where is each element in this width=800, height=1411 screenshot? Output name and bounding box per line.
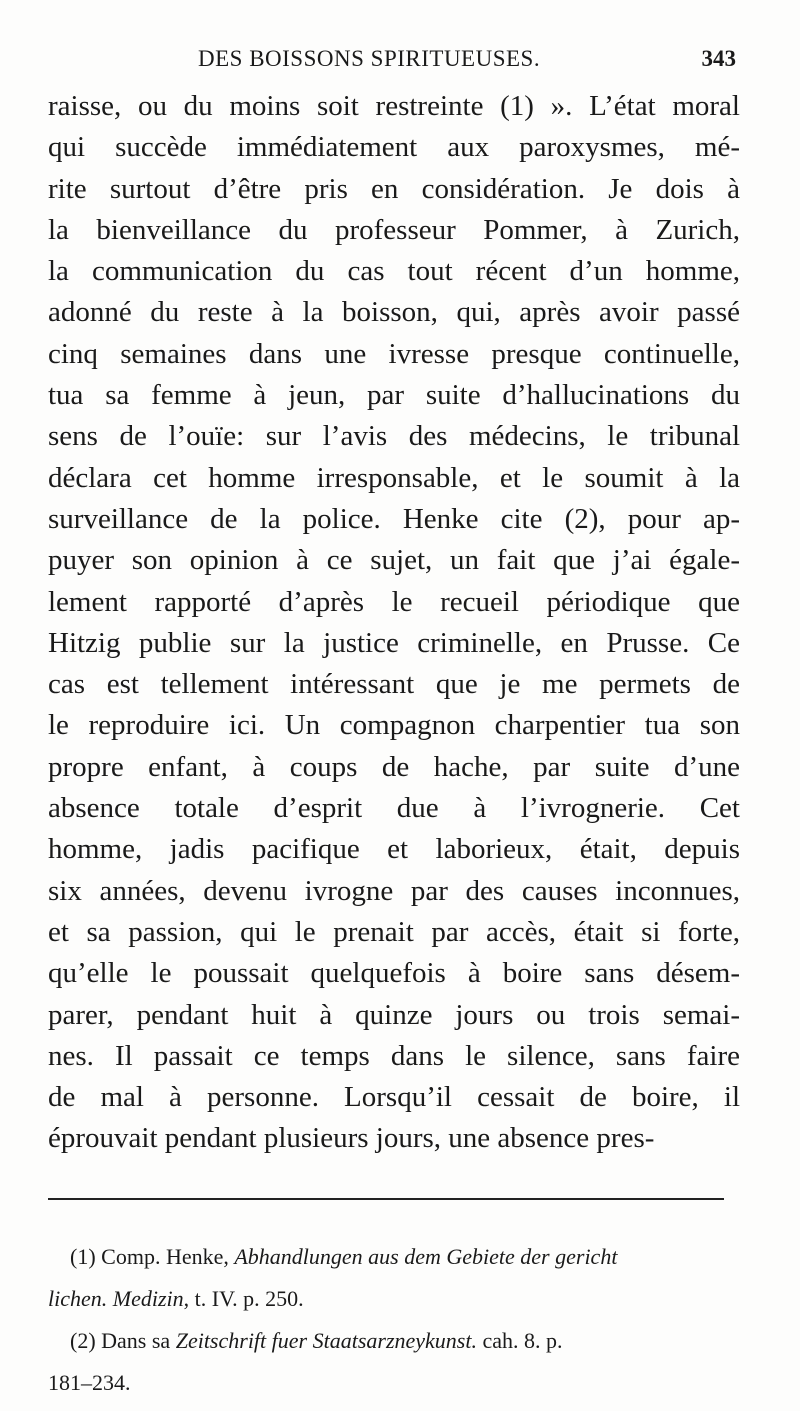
text-line: rite surtout d’être pris en considération. Je dois à	[48, 172, 740, 205]
text-line: propre enfant, à coups de hache, par suite d’une	[48, 750, 740, 783]
text-line: de mal à personne. Lorsqu’il cessait de boire, il	[48, 1081, 740, 1114]
footnote-ref: cah. 8. p.	[482, 1328, 563, 1353]
text-line: la communication du cas tout récent d’un homme,	[48, 255, 740, 288]
text-line: et sa passion, qui le prenait par accès, était si forte,	[48, 915, 740, 948]
text-line: Hitzig publie sur la justice criminelle, en Prusse. Ce	[48, 626, 740, 659]
text-line: adonné du reste à la boisson, qui, après avoir passé	[48, 296, 740, 329]
text-line: lement rapporté d’après le recueil périodique que	[48, 585, 740, 618]
footnote-title: Zeitschrift fuer Staatsarzneykunst.	[175, 1328, 477, 1353]
footnote-2-cont	[48, 1362, 740, 1404]
text-line: surveillance de la police. Henke cite (2), pour ap-	[48, 502, 740, 535]
body-text	[48, 86, 740, 1160]
footnote-lead: Comp. Henke,	[101, 1244, 229, 1269]
footnote-1	[48, 1236, 740, 1278]
text-line: éprouvait pendant plusieurs jours, une absence pres-	[48, 1122, 655, 1155]
footnote-marker: (2)	[70, 1328, 96, 1353]
footnotes	[48, 1236, 740, 1404]
footnote-rule	[48, 1198, 724, 1200]
text-line: qu’elle le poussait quelquefois à boire sans désem-	[48, 957, 740, 990]
footnote-ref: , t. IV. p. 250.	[183, 1286, 304, 1311]
text-line: absence totale d’esprit due à l’ivrognerie. Cet	[48, 792, 740, 825]
footnote-lead: Dans sa	[101, 1328, 171, 1353]
text-line: six années, devenu ivrogne par des causes inconnues,	[48, 874, 740, 907]
text-line: la bienveillance du professeur Pommer, à Zurich,	[48, 213, 740, 246]
text-line: parer, pendant huit à quinze jours ou trois semai-	[48, 998, 740, 1031]
text-line: raisse, ou du moins soit restreinte (1) ». L’état moral	[48, 90, 740, 122]
page-number: 343	[701, 46, 736, 71]
text-line: sens de l’ouïe: sur l’avis des médecins, le tribunal	[48, 420, 740, 453]
text-line: puyer son opinion à ce sujet, un fait que j’ai égale-	[48, 544, 740, 577]
footnote-1-cont	[48, 1278, 740, 1320]
text-line: déclara cet homme irresponsable, et le soumit à la	[48, 461, 740, 494]
text-line: homme, jadis pacifique et laborieux, était, depuis	[48, 833, 740, 866]
footnote-ref-cont: 181–234.	[48, 1370, 131, 1395]
text-line: cinq semaines dans une ivresse presque continuelle,	[48, 337, 740, 370]
footnote-2	[48, 1320, 740, 1362]
footnote-title-cont: lichen. Medizin	[48, 1286, 184, 1311]
footnote-marker: (1)	[70, 1244, 96, 1269]
text-line: tua sa femme à jeun, par suite d’hallucinations du	[48, 379, 740, 412]
text-line: nes. Il passait ce temps dans le silence, sans faire	[48, 1039, 740, 1072]
running-title: DES BOISSONS SPIRITUEUSES.	[198, 46, 541, 71]
text-line: le reproduire ici. Un compagnon charpentier tua son	[48, 709, 740, 742]
footnote-title: Abhandlungen aus dem Gebiete der gericht	[234, 1244, 618, 1269]
running-head	[48, 42, 748, 82]
text-line: cas est tellement intéressant que je me permets de	[48, 668, 740, 701]
text-line: qui succède immédiatement aux paroxysmes, mé-	[48, 131, 740, 164]
